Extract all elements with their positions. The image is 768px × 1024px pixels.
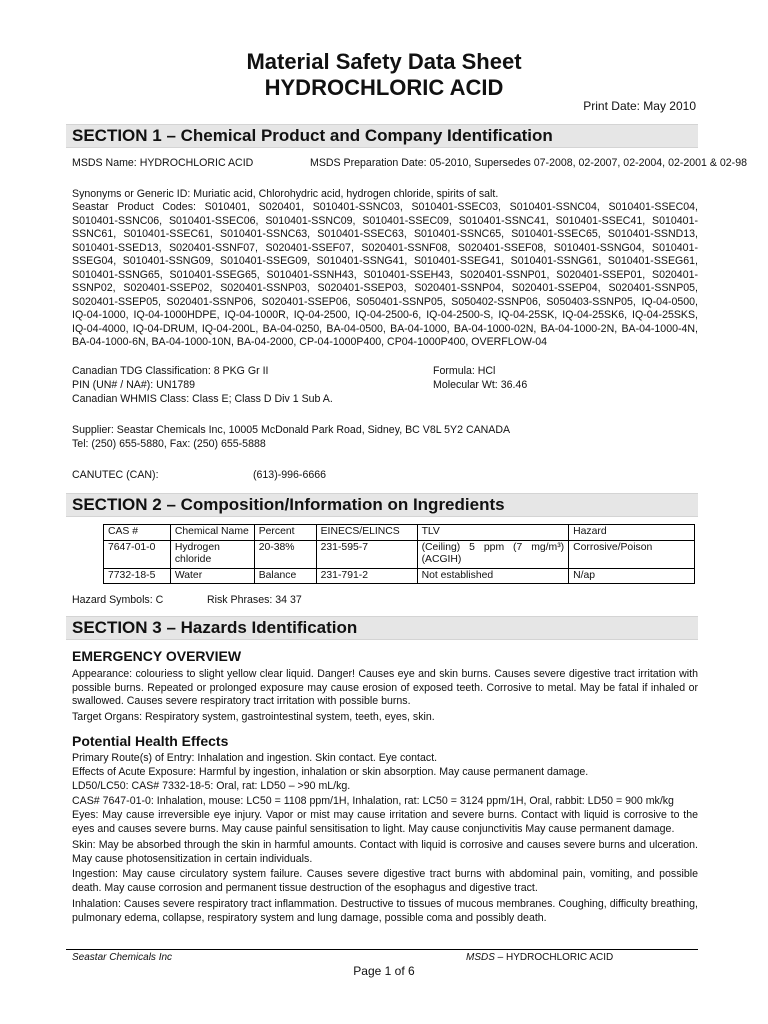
acute-exposure: Effects of Acute Exposure: Harmful by ingestion, inhalation or skin absorption. May cause permanent damage. <box>72 766 589 778</box>
cell-einecs: 231-595-7 <box>316 540 417 568</box>
cell-einecs: 231-791-2 <box>316 568 417 584</box>
header-chemical-name: Chemical Name <box>170 525 254 541</box>
table-header-row <box>104 525 695 541</box>
document-subtitle: HYDROCHLORIC ACID <box>264 75 504 100</box>
msds-prep-date: MSDS Preparation Date: 05-2010, Supersedes 07-2008, 02-2007, 02-2004, 02-2001 & 02-98 <box>310 157 747 169</box>
section-3-title: SECTION 3 – Hazards Identification <box>72 618 358 637</box>
table-row <box>104 540 695 568</box>
ld50-water: LD50/LC50: CAS# 7332-18-5: Oral, rat: LD50 – >90 mL/kg. <box>72 780 351 792</box>
primary-routes: Primary Route(s) of Entry: Inhalation and ingestion. Skin contact. Eye contact. <box>72 752 438 764</box>
cell-tlv: Not established <box>417 568 569 584</box>
health-effects-heading: Potential Health Effects <box>72 733 229 749</box>
header-cas: CAS # <box>104 525 171 541</box>
risk-phrases: Risk Phrases: 34 37 <box>207 594 302 606</box>
ld50-hcl: CAS# 7647-01-0: Inhalation, mouse: LC50 = 1108 ppm/1H, Inhalation, rat: LC50 = 3124 ppm/1H, Oral, rabbit: LD50 = 900 mk/kg <box>72 795 674 807</box>
document-title: Material Safety Data Sheet <box>246 49 522 74</box>
cell-hazard: Corrosive/Poison <box>569 540 695 568</box>
product-codes: Seastar Product Codes: S010401, S020401, S010401-SSNC03, S010401-SSEC03, S010401-SSNC04, S010401-SSEC04, S010401-SSNC06, S010401-SSEC06, S010401-SSNC09, S010401-SSEC09, S010401-SSNC41, S010401-SSEC41, S010401-SSNC61, S010401-SSEC61, S010401-SSNC63, S010401-SSEC63, S010401-SSNC65, S010401-SSEC65, S010401-SSND13, S010401-SSED13, S020401-SSNF07, S020401-SSEF07, S020401-SSNF08, S020401-SSEF08, S010401-SSNG04, S010401-SSEG04, S010401-SSNG09, S010401-SSEG09, S010401-SSNG41, S010401-SSEG41, S010401-SSNG61, S010401-SSEG61, S010401-SSNG65, S010401-SSEG65, S010401-SSNH43, S010401-SSEH43, S020401-SSNP01, S020401-SSEP01, S020401-SSNP02, S020401-SSEP02, S020401-SSNP03, S020401-SSEP03, S020401-SSNP04, S020401-SSEP04, S020401-SSNP05, S020401-SSEP05, S020401-SSNP06, S020401-SSEP06, S050401-SSNP05, S050402-SSNP06, S050403-SSNP05, IQ-04-0500, IQ-04-1000, IQ-04-1000HDPE, IQ-04-1000R, IQ-04-2500, IQ-04-2500-6, IQ-04-2500-S, IQ-04-25SK, IQ-04-25SK6, IQ-04-25SKS, IQ-04-4000, IQ-04-DRUM, IQ-04-200L, BA-04-0250, BA-04-0500, BA-04-1000, BA-04-1000-02N, BA-04-1000-2N, BA-04-1000-4N, BA-04-1000-6N, BA-04-1000-10N, BA-04-2000, CP-04-1000P400, CP04-1000P400, OVERFLOW-04 <box>72 201 698 348</box>
cell-chemical-name: Water <box>170 568 254 584</box>
section-1-header <box>66 124 698 148</box>
page-number: Page 1 of 6 <box>353 964 415 978</box>
cell-percent: Balance <box>254 568 316 584</box>
canutec-phone: (613)-996-6666 <box>253 469 327 481</box>
header-einecs: EINECS/ELINCS <box>316 525 417 541</box>
cell-hazard: N/ap <box>569 568 695 584</box>
header-tlv: TLV <box>417 525 569 541</box>
section-2-title: SECTION 2 – Composition/Information on Ingredients <box>72 495 505 514</box>
ingestion-text: Ingestion: May cause circulatory system failure. Causes severe digestive tract burns with abdominal pain, vomiting, and possible death. May cause corrosion and permanent tissue destruction of the esophagus and digestive tract. <box>72 868 698 894</box>
print-date: Print Date: May 2010 <box>583 99 696 113</box>
tdg-classification: Canadian TDG Classification: 8 PKG Gr II <box>72 365 269 377</box>
footer-msds-title: – HYDROCHLORIC ACID <box>494 952 614 963</box>
msds-name: MSDS Name: HYDROCHLORIC ACID <box>72 157 254 169</box>
inhalation-text: Inhalation: Causes severe respiratory tract inflammation. Destructive to tissues of mucous membranes. Coughing, difficulty breathing, pulmonary edema, collapse, respiratory system and lung damage, possible coma and possibly death. <box>72 898 698 924</box>
section-1-title: SECTION 1 – Chemical Product and Company Identification <box>72 126 553 145</box>
emergency-overview-heading: EMERGENCY OVERVIEW <box>72 648 242 664</box>
header-hazard: Hazard <box>569 525 695 541</box>
cell-tlv: (Ceiling) 5 ppm (7 mg/m³) (ACGIH) <box>417 540 569 568</box>
footer-document-title <box>466 952 613 963</box>
cell-chemical-name: Hydrogen chloride <box>170 540 254 568</box>
telephone-fax: Tel: (250) 655-5880, Fax: (250) 655-5888 <box>72 438 266 450</box>
target-organs: Target Organs: Respiratory system, gastrointestinal system, teeth, eyes, skin. <box>72 711 435 723</box>
cell-cas: 7647-01-0 <box>104 540 171 568</box>
cell-cas: 7732-18-5 <box>104 568 171 584</box>
section-2-header <box>66 493 698 517</box>
hazard-symbols: Hazard Symbols: C <box>72 594 164 606</box>
whmis-class: Canadian WHMIS Class: Class E; Class D Div 1 Sub A. <box>72 393 333 405</box>
header-percent: Percent <box>254 525 316 541</box>
footer-company: Seastar Chemicals Inc <box>72 952 173 963</box>
section-3-header <box>66 616 698 640</box>
composition-table <box>103 524 695 584</box>
formula: Formula: HCl <box>433 365 496 377</box>
footer-divider <box>66 949 698 950</box>
pin-number: PIN (UN# / NA#): UN1789 <box>72 379 196 391</box>
supplier: Supplier: Seastar Chemicals Inc, 10005 McDonald Park Road, Sidney, BC V8L 5Y2 CANADA <box>72 424 511 436</box>
molecular-weight: Molecular Wt: 36.46 <box>433 379 528 391</box>
synonyms: Synonyms or Generic ID: Muriatic acid, Chlorohydric acid, hydrogen chloride, spirits of salt. <box>72 188 499 200</box>
canutec-label: CANUTEC (CAN): <box>72 469 159 481</box>
eyes-text: Eyes: May cause irreversible eye injury. Vapor or mist may cause irritation and severe burns. Contact with liquid is corrosive to the eyes and causes severe burns. May cause painful sensitisation to light. May cause conjunctivitis May cause permanent damage. <box>72 809 698 835</box>
table-row <box>104 568 695 584</box>
footer-msds-label: MSDS <box>466 952 495 963</box>
cell-percent: 20-38% <box>254 540 316 568</box>
skin-text: Skin: May be absorbed through the skin in harmful amounts. Contact with liquid is corrosive and causes severe burns and ulceration. May cause photosensitization in certain individuals. <box>72 839 698 865</box>
appearance-text: Appearance: colouriess to slight yellow clear liquid. Danger! Causes eye and skin burns. Causes severe digestive tract irritation with possible burns. Repeated or prolonged exposure may cause erosion of exposed teeth. Corrosive to metal. May be fatal if inhaled or swallowed. Causes severe respiratory tract irritation with possible burns. <box>72 668 698 707</box>
